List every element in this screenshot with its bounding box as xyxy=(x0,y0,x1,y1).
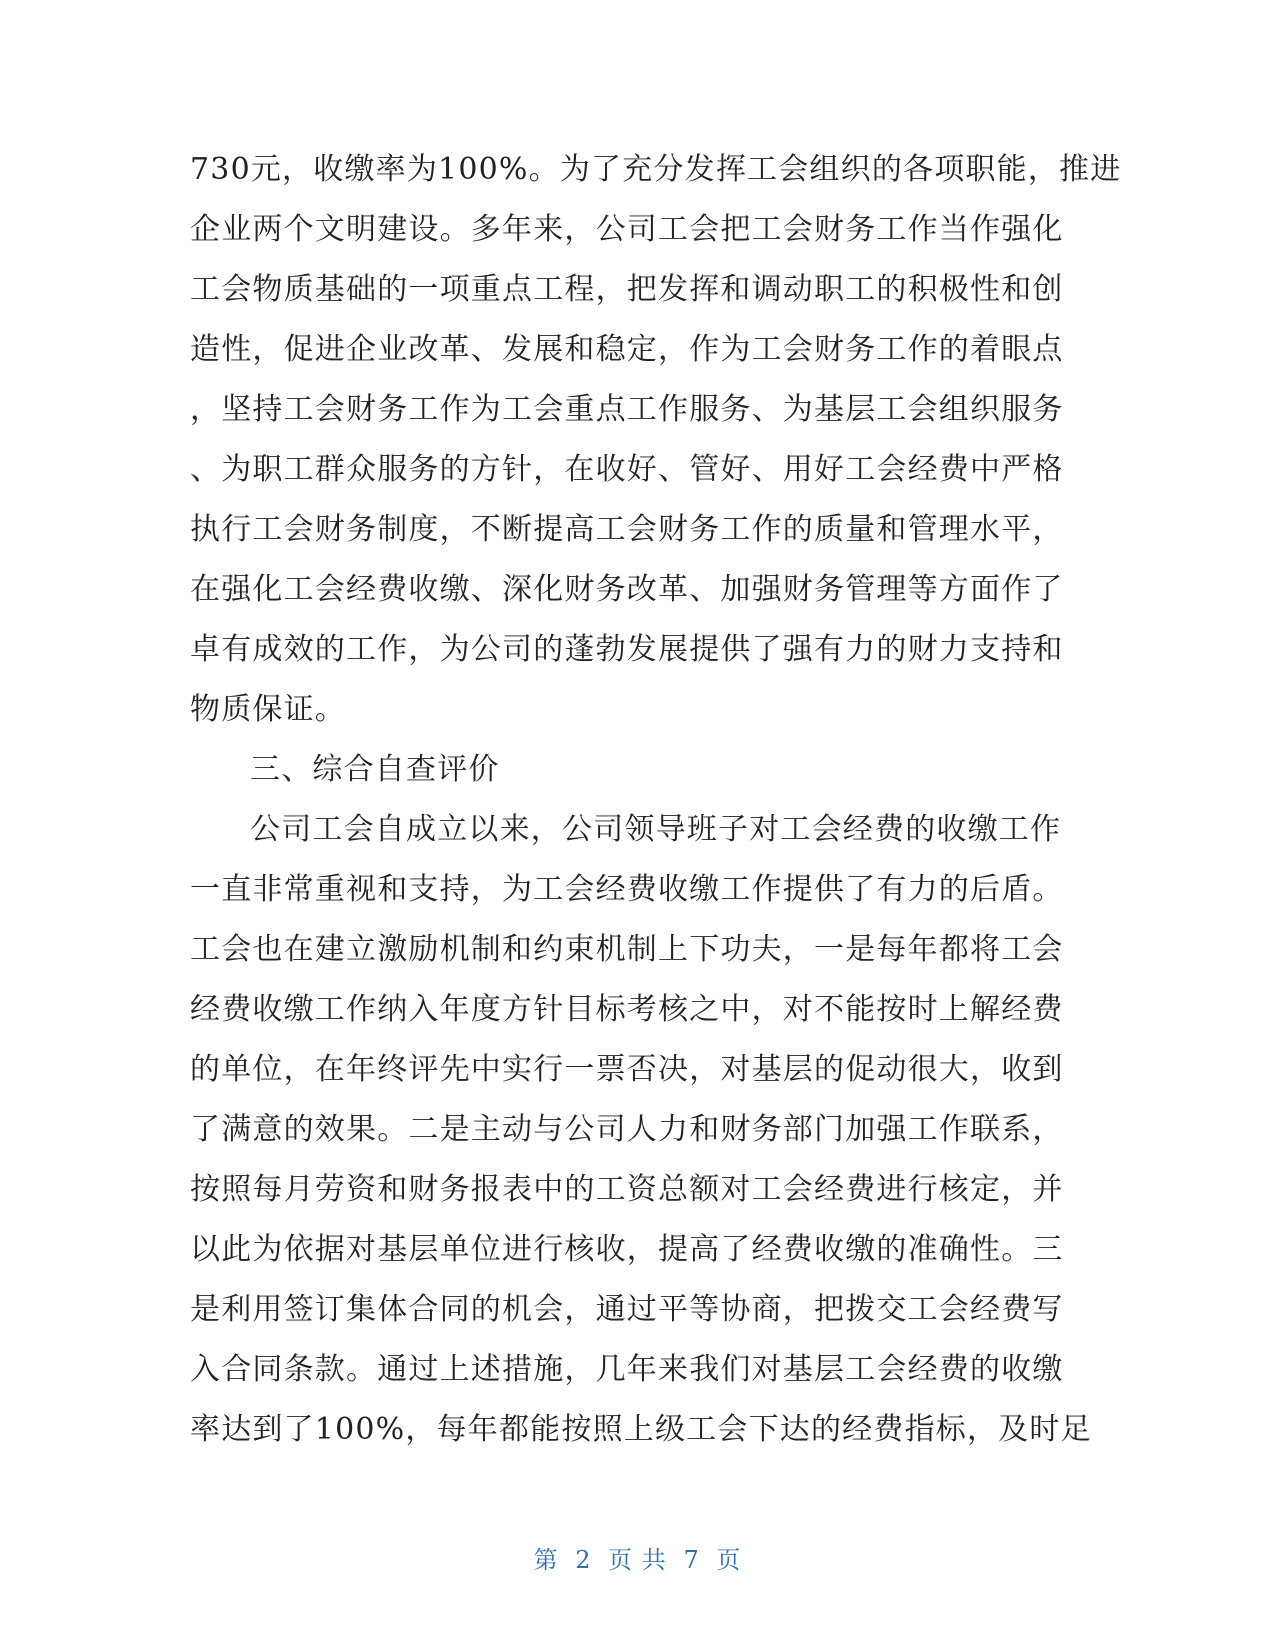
text-line: 入合同条款。通过上述措施，几年来我们对基层工会经费的收缴 xyxy=(190,1352,1064,1387)
text-line: 造性，促进企业改革、发展和稳定，作为工会财务工作的着眼点 xyxy=(190,332,1064,367)
page-footer xyxy=(0,1540,1275,1575)
text-line: 卓有成效的工作，为公司的蓬勃发展提供了强有力的财力支持和 xyxy=(190,632,1064,667)
current-page-number: 2 xyxy=(575,1546,592,1574)
footer-middle: 页 共 xyxy=(608,1546,667,1574)
text-line: ，坚持工会财务工作为工会重点工作服务、为基层工会组织服务 xyxy=(190,392,1064,427)
document-body xyxy=(190,140,1122,1460)
text-line: 工会也在建立激励机制和约束机制上下功夫，一是每年都将工会 xyxy=(190,932,1064,967)
text-line: 以此为依据对基层单位进行核收，提高了经费收缴的准确性。三 xyxy=(190,1232,1064,1267)
text-line: 企业两个文明建设。多年来，公司工会把工会财务工作当作强化 xyxy=(190,212,1064,247)
text-line: 率达到了100%，每年都能按照上级工会下达的经费指标，及时足 xyxy=(190,1412,1092,1447)
footer-suffix: 页 xyxy=(716,1546,742,1574)
section-heading: 三、综合自查评价 xyxy=(250,752,500,787)
text-line: 按照每月劳资和财务报表中的工资总额对工会经费进行核定，并 xyxy=(190,1172,1064,1207)
text-line: 一直非常重视和支持，为工会经费收缴工作提供了有力的后盾。 xyxy=(190,872,1064,907)
footer-prefix: 第 xyxy=(533,1546,559,1574)
text-line: 的单位，在年终评先中实行一票否决，对基层的促动很大，收到 xyxy=(190,1052,1064,1087)
text-line: 经费收缴工作纳入年度方针目标考核之中，对不能按时上解经费 xyxy=(190,992,1064,1027)
text-line: 730元，收缴率为100%。为了充分发挥工会组织的各项职能，推进 xyxy=(190,152,1122,187)
text-line: 是利用签订集体合同的机会，通过平等协商，把拨交工会经费写 xyxy=(190,1292,1064,1327)
text-line: 物质保证。 xyxy=(190,692,346,727)
text-line: 了满意的效果。二是主动与公司人力和财务部门加强工作联系， xyxy=(190,1112,1064,1147)
text-line: 公司工会自成立以来，公司领导班子对工会经费的收缴工作 xyxy=(250,812,1062,847)
total-pages-number: 7 xyxy=(683,1546,700,1574)
text-line: 工会物质基础的一项重点工程，把发挥和调动职工的积极性和创 xyxy=(190,272,1064,307)
text-line: 执行工会财务制度，不断提高工会财务工作的质量和管理水平， xyxy=(190,512,1064,547)
text-line: 、为职工群众服务的方针，在收好、管好、用好工会经费中严格 xyxy=(190,452,1064,487)
text-line: 在强化工会经费收缴、深化财务改革、加强财务管理等方面作了 xyxy=(190,572,1064,607)
